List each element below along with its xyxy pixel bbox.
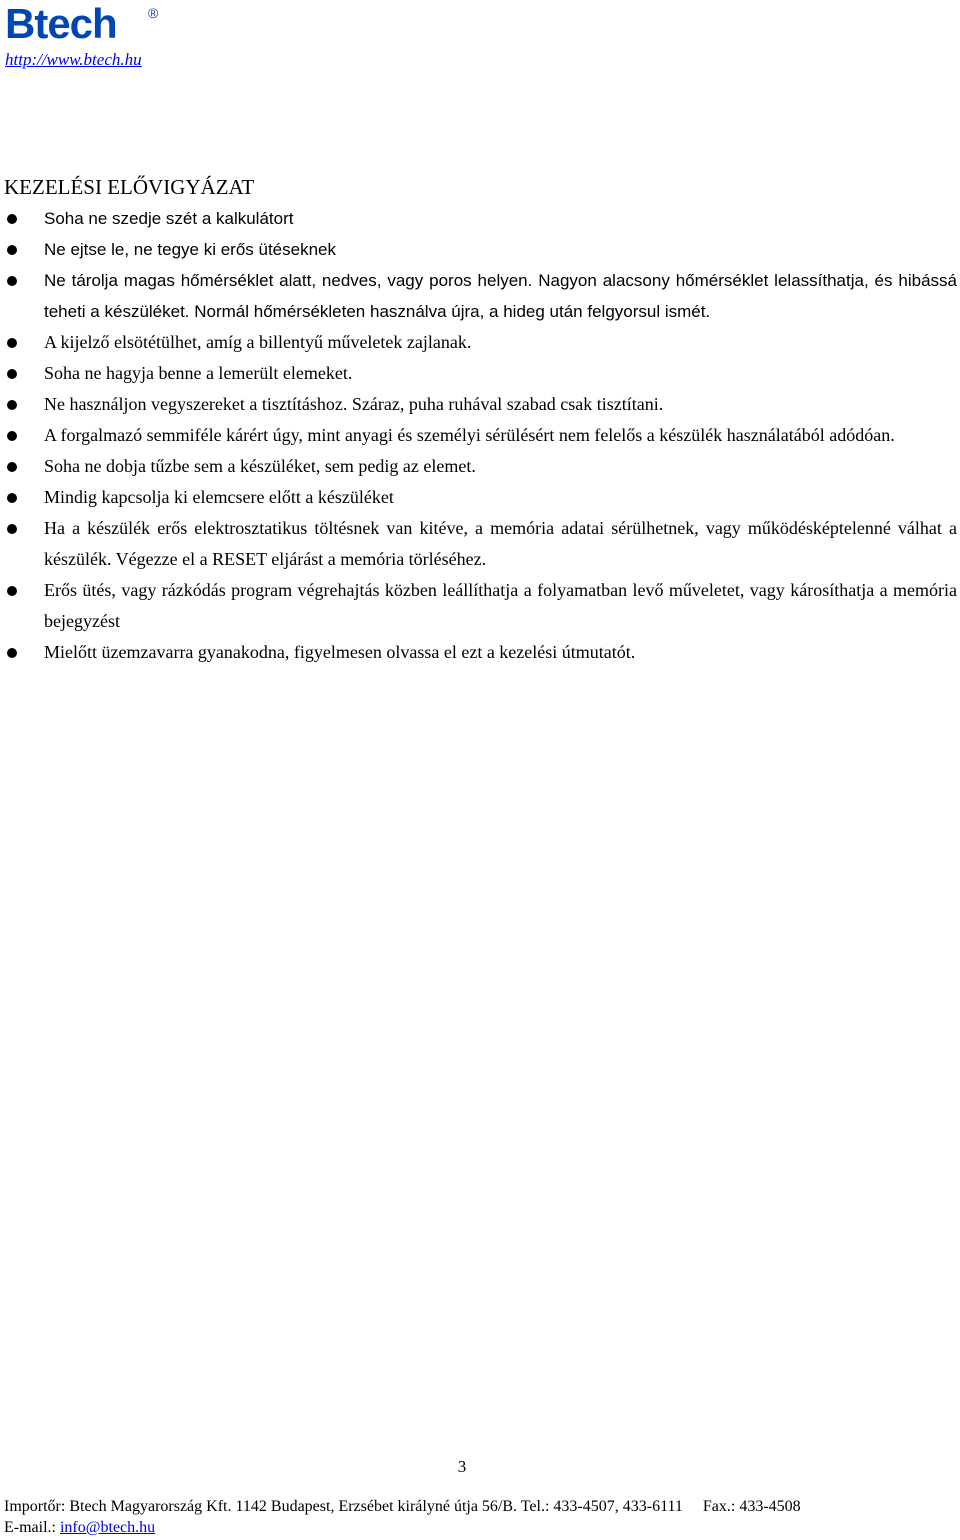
bullet-icon: [7, 276, 17, 286]
registered-mark: ®: [148, 5, 159, 21]
bullet-icon: [7, 245, 17, 255]
page-number: 3: [457, 1457, 467, 1476]
bullet-icon: [7, 524, 17, 534]
bullet-icon: [7, 369, 17, 379]
footer-email-label: E-mail.:: [4, 1519, 60, 1536]
bullet-icon: [7, 400, 17, 410]
list-item: [0, 575, 960, 637]
list-item: [0, 389, 960, 420]
list-item: [0, 420, 960, 451]
list-item-text: Soha ne szedje szét a kalkulátort: [44, 209, 294, 228]
list-item-text: Soha ne dobja tűzbe sem a készüléket, sem pedig az elemet.: [44, 456, 476, 476]
bullet-icon: [7, 431, 17, 441]
list-item: [0, 265, 960, 327]
list-item: [0, 451, 960, 482]
website-link[interactable]: http://www.btech.hu: [5, 50, 142, 69]
list-item-text: Ne ejtse le, ne tegye ki erős ütéseknek: [44, 240, 336, 259]
list-item-text: Mindig kapcsolja ki elemcsere előtt a készüléket: [44, 487, 394, 507]
list-item-text: A kijelző elsötétülhet, amíg a billentyű műveletek zajlanak.: [44, 332, 472, 352]
list-item: [0, 327, 960, 358]
footer-email-line: [4, 1518, 155, 1538]
precautions-list: [0, 203, 960, 668]
list-item: [0, 482, 960, 513]
section-title: KEZELÉSI ELŐVIGYÁZAT: [4, 175, 255, 199]
list-item-text: Mielőtt üzemzavarra gyanakodna, figyelmesen olvassa el ezt a kezelési útmutatót.: [44, 642, 636, 662]
list-item: [0, 358, 960, 389]
bullet-icon: [7, 338, 17, 348]
list-item-text: Ha a készülék erős elektrosztatikus töltésnek van kitéve, a memória adatai sérülhetnek, vagy működésképtelenné válhat a készülék. Végezze el a RESET eljárást a memória törléséhez.: [44, 518, 957, 569]
list-item: [0, 234, 960, 265]
list-item-text: Soha ne hagyja benne a lemerült elemeket.: [44, 363, 353, 383]
list-item: [0, 203, 960, 234]
bullet-icon: [7, 462, 17, 472]
bullet-icon: [7, 648, 17, 658]
footer-importer-line: Importőr: Btech Magyarország Kft. 1142 Budapest, Erzsébet királyné útja 56/B. Tel.: 433-4507, 433-6111 Fax.: 433-4508: [4, 1498, 801, 1515]
bullet-icon: [7, 586, 17, 596]
bullet-icon: [7, 493, 17, 503]
btech-logo: Btech: [5, 0, 117, 47]
list-item-text: Ne használjon vegyszereket a tisztításhoz. Száraz, puha ruhával szabad csak tisztítani.: [44, 394, 664, 414]
list-item: [0, 637, 960, 668]
email-link[interactable]: info@btech.hu: [59, 1519, 156, 1536]
bullet-icon: [7, 214, 17, 224]
list-item-text: A forgalmazó semmiféle kárért úgy, mint anyagi és személyi sérülésért nem felelős a készülék használatából adódóan.: [44, 425, 895, 445]
list-item-text: Ne tárolja magas hőmérséklet alatt, nedves, vagy poros helyen. Nagyon alacsony hőmérséklet lelassíthatja, és hibássá teheti a készüléket. Normál hőmérsékleten használva újra, a hideg után felgyorsul ismét.: [44, 271, 957, 321]
list-item-text: Erős ütés, vagy rázkódás program végrehajtás közben leállíthatja a folyamatban levő műveletet, vagy károsíthatja a memória bejegyzést: [44, 580, 957, 631]
list-item: [0, 513, 960, 575]
